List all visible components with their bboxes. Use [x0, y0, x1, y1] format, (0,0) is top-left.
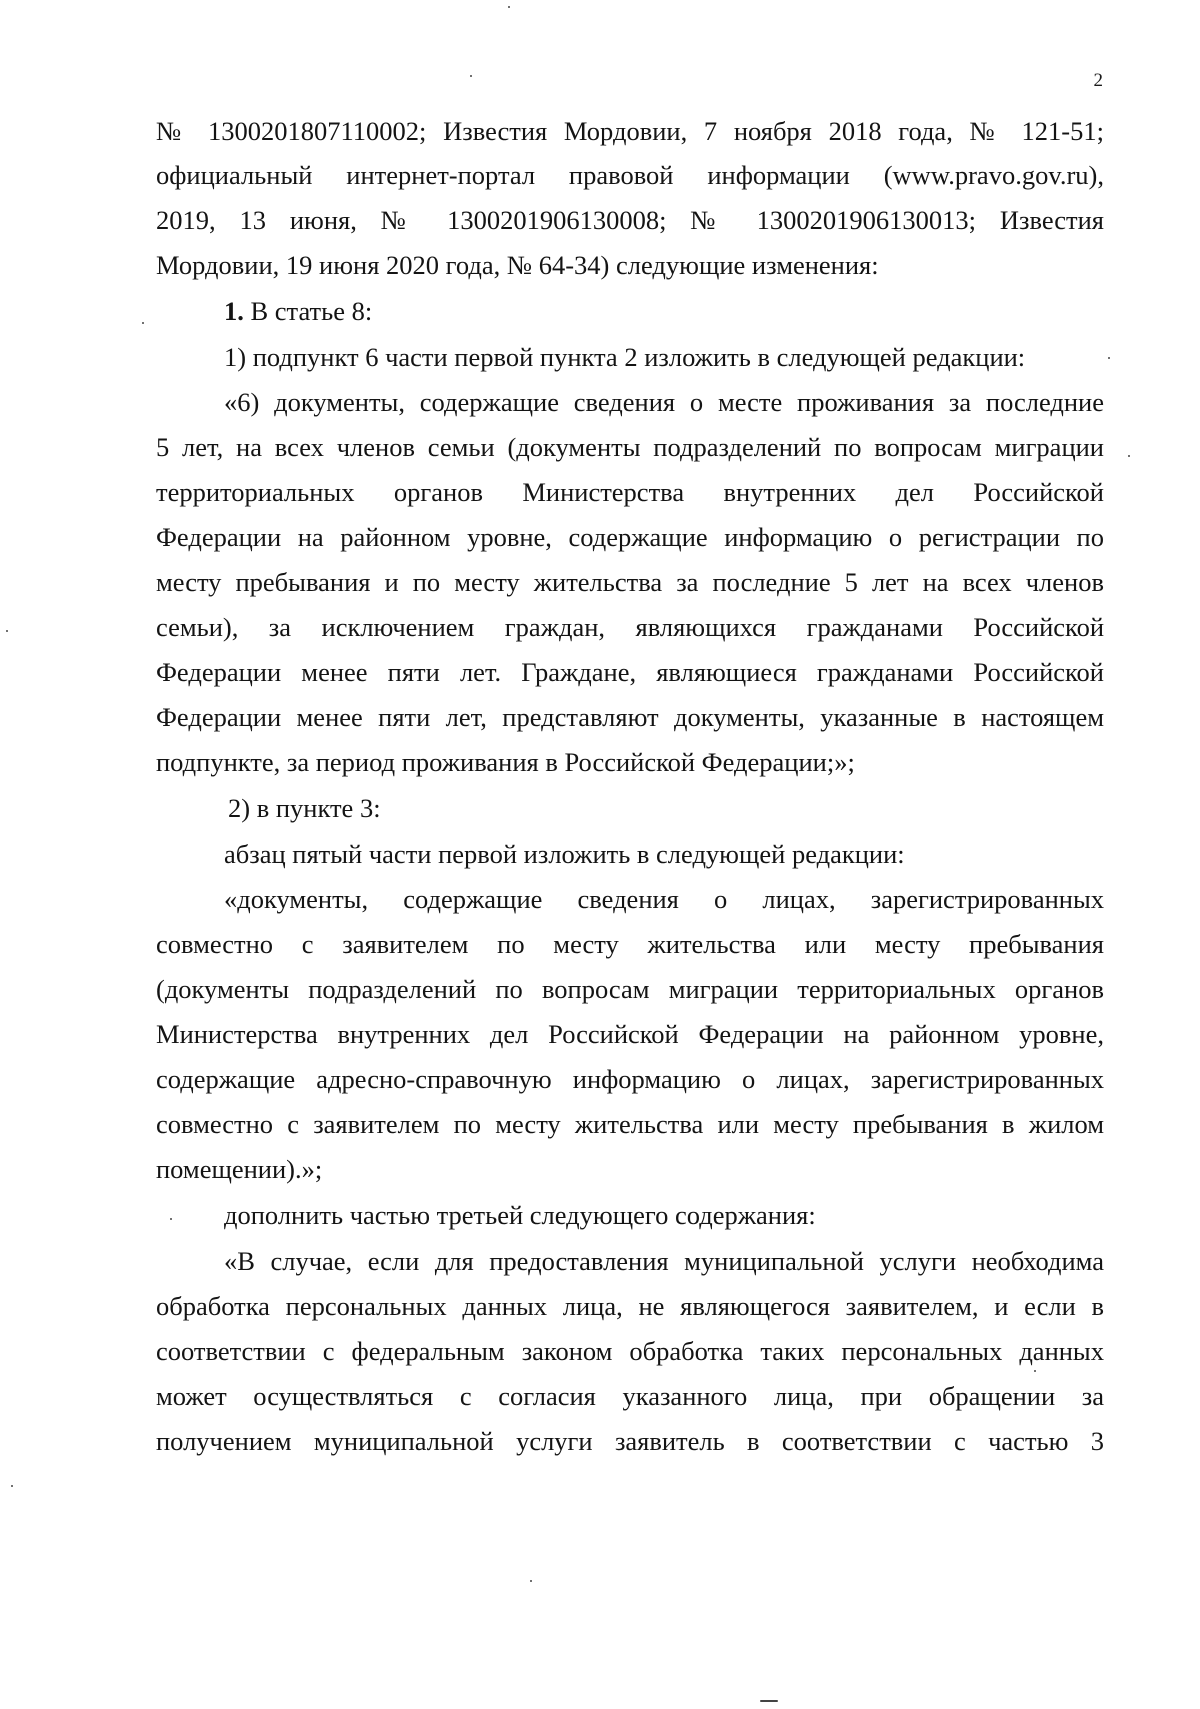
text-line: «В случае, если для предоставления муниципальной услуги необходима	[224, 1246, 1104, 1276]
text-line: совместно с заявителем по месту жительства или месту пребывания	[156, 929, 1104, 959]
page-number: 2	[1093, 70, 1103, 91]
scan-speck	[470, 75, 472, 77]
text-line: месту пребывания и по месту жительства за последние 5 лет на всех членов	[156, 567, 1104, 597]
text-line: 1) подпункт 6 части первой пункта 2 изложить в следующей редакции:	[224, 342, 1026, 372]
text-line: дополнить частью третьей следующего содержания:	[224, 1200, 816, 1230]
text-line: Федерации менее пяти лет, представляют документы, указанные в настоящем	[156, 702, 1104, 732]
text-line: Федерации менее пяти лет. Граждане, являющиеся гражданами Российской	[156, 657, 1104, 687]
scan-speck	[170, 1218, 172, 1220]
item-number: 1.	[224, 296, 244, 326]
text-line: Министерства внутренних дел Российской Федерации на районном уровне,	[156, 1019, 1104, 1049]
text-line: Федерации на районном уровне, содержащие информацию о регистрации по	[156, 522, 1104, 552]
text-line: может осуществляться с согласия указанного лица, при обращении за	[156, 1381, 1104, 1411]
scan-speck	[6, 630, 8, 632]
text-line: семьи), за исключением граждан, являющихся гражданами Российской	[156, 612, 1104, 642]
text-line: помещении).»;	[156, 1154, 323, 1184]
text-line: 5 лет, на всех членов семьи (документы подразделений по вопросам миграции	[156, 432, 1104, 462]
scan-speck	[530, 1580, 532, 1582]
text-line: официальный интернет-портал правовой информации (www.pravo.gov.ru),	[156, 160, 1104, 190]
text-line: содержащие адресно-справочную информацию о лицах, зарегистрированных	[156, 1064, 1104, 1094]
text-line: подпункте, за период проживания в Российской Федерации;»;	[156, 747, 855, 777]
text-line: (документы подразделений по вопросам миграции территориальных органов	[156, 974, 1104, 1004]
scan-speck	[508, 6, 510, 8]
section-heading	[224, 295, 1104, 327]
text-line: В статье 8:	[250, 296, 373, 326]
scan-speck	[1034, 1370, 1036, 1372]
text-line: абзац пятый части первой изложить в следующей редакции:	[224, 839, 905, 869]
text-line: обработка персональных данных лица, не являющегося заявителем, и если в	[156, 1291, 1104, 1321]
scan-speck	[760, 1700, 778, 1702]
text-line: «6) документы, содержащие сведения о месте проживания за последние	[224, 387, 1104, 417]
text-line: № 1300201807110002; Известия Мордовии, 7 ноября 2018 года, № 121-51;	[156, 116, 1104, 146]
text-line: получением муниципальной услуги заявитель в соответствии с частью 3	[156, 1426, 1104, 1456]
text-line: территориальных органов Министерства внутренних дел Российской	[156, 477, 1104, 507]
text-line: 2019, 13 июня, № 1300201906130008; № 1300201906130013; Известия	[156, 205, 1104, 235]
text-line: соответствии с федеральным законом обработка таких персональных данных	[156, 1336, 1104, 1366]
scan-speck	[142, 322, 144, 324]
scan-speck	[1108, 357, 1110, 359]
scan-speck	[1128, 455, 1130, 457]
text-line: Мордовии, 19 июня 2020 года, № 64-34) следующие изменения:	[156, 250, 879, 280]
text-line: совместно с заявителем по месту жительства или месту пребывания в жилом	[156, 1109, 1104, 1139]
text-line: «документы, содержащие сведения о лицах, зарегистрированных	[224, 884, 1104, 914]
scan-speck	[11, 1485, 13, 1487]
text-line: 2) в пункте 3:	[228, 793, 381, 823]
